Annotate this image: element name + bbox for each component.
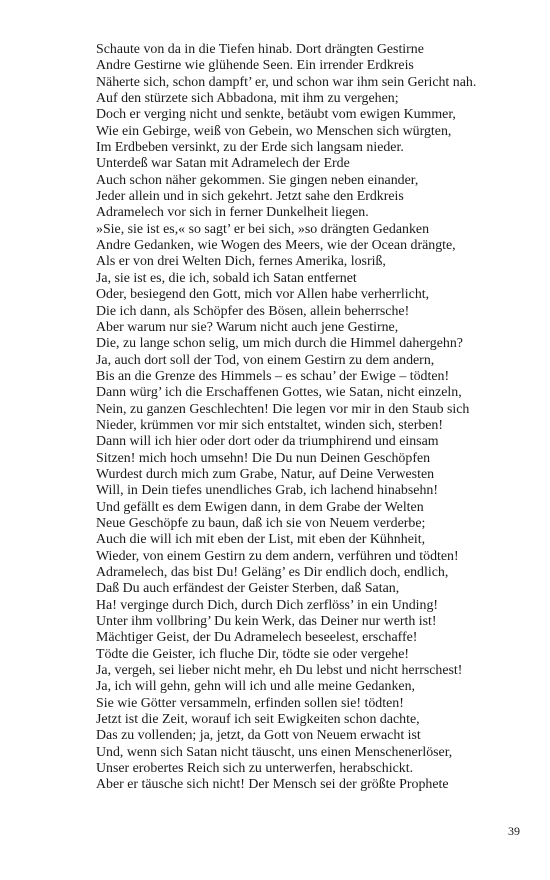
text-line: Näherte sich, schon dampft’ er, und schon war ihm sein Gericht nah. bbox=[96, 74, 477, 90]
text-line: Ja, auch dort soll der Tod, von einem Gestirn zu dem andern, bbox=[96, 352, 435, 368]
text-line: Bis an die Grenze des Himmels – es schau’ der Ewige – tödten! bbox=[96, 368, 450, 384]
text-line: Wurdest durch mich zum Grabe, Natur, auf Deine Verwesten bbox=[96, 466, 435, 482]
text-line: Nieder, krümmen vor mir sich entstaltet, winden sich, sterben! bbox=[96, 417, 444, 433]
text-line: Unterdeß war Satan mit Adramelech der Erde bbox=[96, 156, 350, 172]
text-line: Wieder, von einem Gestirn zu dem andern, verführen und tödten! bbox=[96, 548, 459, 564]
text-line: Schaute von da in die Tiefen hinab. Dort drängten Gestirne bbox=[96, 42, 424, 57]
text-line: Im Erdbeben versinkt, zu der Erde sich langsam nieder. bbox=[96, 140, 404, 156]
text-line: Das zu vollenden; ja, jetzt, da Gott von Neuem erwacht ist bbox=[96, 728, 421, 744]
poem-text bbox=[96, 42, 532, 794]
text-line: Jetzt ist die Zeit, worauf ich seit Ewigkeiten schon dachte, bbox=[96, 712, 420, 728]
text-line: Die ich dann, als Schöpfer des Bösen, allein beherrsche! bbox=[96, 303, 410, 319]
text-line: Doch er verging nicht und senkte, betäubt vom ewigen Kummer, bbox=[96, 107, 456, 123]
text-line: Unter ihm vollbring’ Du kein Werk, das Deiner nur werth ist! bbox=[96, 614, 437, 630]
text-line: Sitzen! mich hoch umsehn! Die Du nun Deinen Geschöpfen bbox=[96, 450, 431, 466]
text-line: Neue Geschöpfe zu baun, daß ich sie von Neuem verderbe; bbox=[96, 515, 426, 531]
text-line: Und, wenn sich Satan nicht täuscht, uns einen Menschenerlöser, bbox=[96, 744, 453, 760]
text-line: Adramelech vor sich in ferner Dunkelheit liegen. bbox=[96, 205, 369, 221]
text-line: Tödte die Geister, ich fluche Dir, tödte sie oder vergehe! bbox=[96, 646, 409, 662]
text-line: Aber warum nur sie? Warum nicht auch jene Gestirne, bbox=[96, 319, 399, 335]
text-line: Will, in Dein tiefes unendliches Grab, ich lachend hinabsehn! bbox=[96, 483, 438, 499]
text-line: Sie wie Götter versammeln, erfinden sollen sie! tödten! bbox=[96, 695, 404, 711]
text-line: Ja, sie ist es, die ich, sobald ich Satan entfernet bbox=[96, 270, 357, 286]
text-line: Oder, besiegend den Gott, mich vor Allen habe verherrlicht, bbox=[96, 287, 430, 303]
text-line: Dann will ich hier oder dort oder da triumphirend und einsam bbox=[96, 434, 439, 450]
text-line: »Sie, sie ist es,« so sagt’ er bei sich, »so drängten Gedanken bbox=[96, 221, 430, 237]
text-line: Ja, ich will gehn, gehn will ich und alle meine Gedanken, bbox=[96, 679, 416, 695]
text-line: Auf den stürzete sich Abbadona, mit ihm zu vergehen; bbox=[96, 91, 399, 107]
text-line: Jeder allein und in sich gekehrt. Jetzt sahe den Erdkreis bbox=[96, 189, 404, 205]
page-number: 39 bbox=[508, 824, 520, 838]
text-line: Auch schon näher gekommen. Sie gingen neben einander, bbox=[96, 172, 419, 188]
text-line: Und gefällt es dem Ewigen dann, in dem Grabe der Welten bbox=[96, 499, 424, 515]
text-line: Ha! verginge durch Dich, durch Dich zerflöss’ in ein Unding! bbox=[96, 597, 439, 613]
text-line: Daß Du auch erfändest der Geister Sterben, daß Satan, bbox=[96, 581, 400, 597]
text-line: Ja, vergeh, sei lieber nicht mehr, eh Du lebst und nicht herrschest! bbox=[96, 663, 463, 679]
text-line: Adramelech, das bist Du! Geläng’ es Dir endlich doch, endlich, bbox=[96, 565, 449, 580]
text-line: Nein, zu ganzen Geschlechten! Die legen vor mir in den Staub sich bbox=[96, 401, 470, 417]
text-line: Auch die will ich mit eben der List, mit eben der Kühnheit, bbox=[96, 532, 426, 548]
text-line: Die, zu lange schon selig, um mich durch die Himmel dahergehn? bbox=[96, 336, 463, 352]
text-line: Mächtiger Geist, der Du Adramelech beseelest, erschaffe! bbox=[96, 630, 418, 646]
text-line: Unser erobertes Reich sich zu unterwerfen, herabschickt. bbox=[96, 761, 414, 777]
text-line: Wie ein Gebirge, weiß von Gebein, wo Menschen sich würgten, bbox=[96, 123, 452, 139]
text-line: Aber er täusche sich nicht! Der Mensch sei der größte Prophete bbox=[96, 777, 449, 793]
text-line: Dann würg’ ich die Erschaffenen Gottes, wie Satan, nicht einzeln, bbox=[96, 385, 462, 401]
text-line: Andre Gestirne wie glühende Seen. Ein irrender Erdkreis bbox=[96, 58, 414, 74]
text-line: Als er von drei Welten Dich, fernes Amerika, losriß, bbox=[96, 254, 386, 270]
text-line: Andre Gedanken, wie Wogen des Meers, wie der Ocean drängte, bbox=[96, 238, 456, 254]
